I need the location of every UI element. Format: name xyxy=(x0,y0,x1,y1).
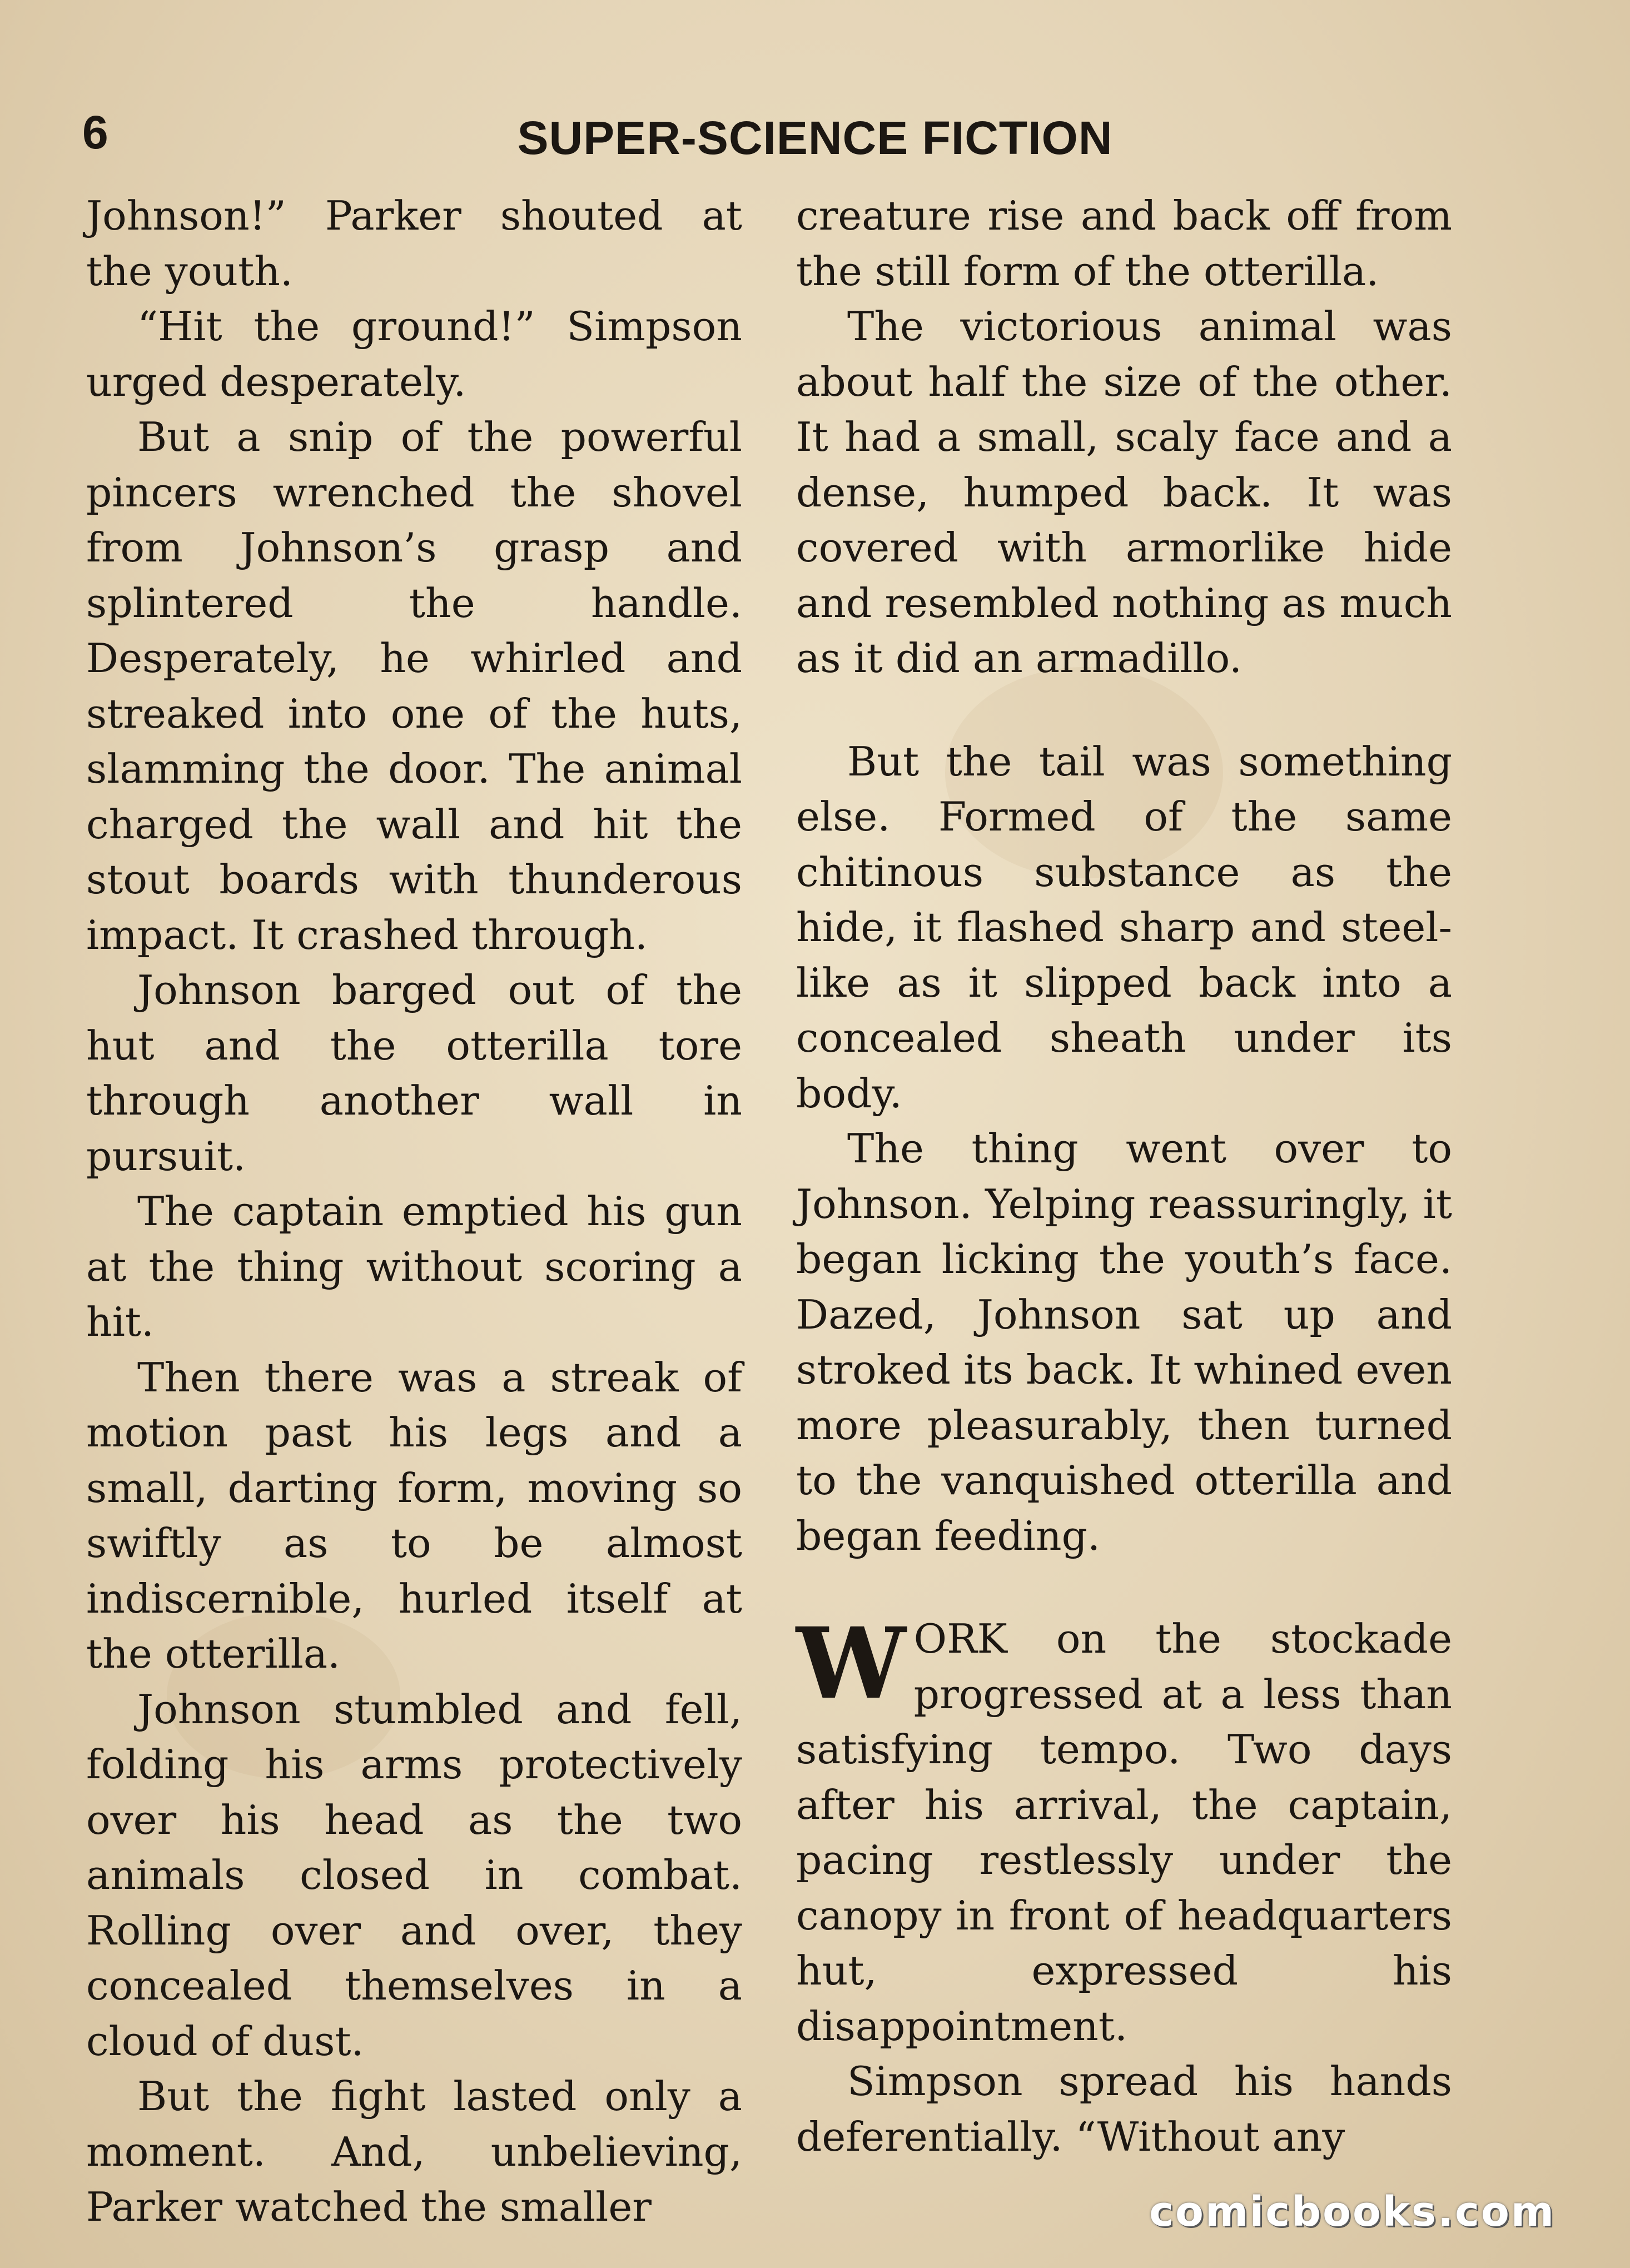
right-column xyxy=(796,189,1452,2165)
watermark: comicbooks.com xyxy=(1149,2188,1556,2236)
paragraph-gap xyxy=(796,687,1452,735)
paragraph: But the fight lasted only a moment. And, unbelieving, Parker watched the smaller xyxy=(86,2073,742,2231)
paragraph: “Hit the ground!” Simpson urged desperately. xyxy=(86,304,742,406)
section-opening-paragraph xyxy=(796,1606,1452,2055)
running-head: SUPER-SCIENCE FICTION xyxy=(517,112,1113,164)
paragraph: But the tail was something else. Formed of the same chitinous substance as the hide, it flashed sharp and steel-like as it slipped back into a concealed sheath under its body. xyxy=(796,738,1452,1117)
paragraph: Then there was a streak of motion past his legs and a small, darting form, moving so swiftly as to be almost indiscernible, hurled itself at the otterilla. xyxy=(86,1354,742,1678)
page-number: 6 xyxy=(82,106,108,158)
paragraph: The captain emptied his gun at the thing without scoring a hit. xyxy=(86,1188,742,1346)
paragraph: Johnson stumbled and fell, folding his arms protectively over his head as the two animals closed in combat. Rolling over and over, they concealed themselves in a cloud of dust. xyxy=(86,1686,742,2065)
section-break xyxy=(796,1564,1452,1612)
paragraph: The thing went over to Johnson. Yelping reassuringly, it began licking the youth’s face. Dazed, Johnson sat up and stroked its back. It whined even more pleasurably, then turned to the vanquished otterilla and began feeding. xyxy=(796,1126,1452,1560)
paragraph: Johnson barged out of the hut and the otterilla tore through another wall in pursuit. xyxy=(86,967,742,1180)
drop-cap: W xyxy=(796,1606,906,1721)
left-column xyxy=(86,189,742,2236)
paragraph: Johnson!” Parker shouted at the youth. xyxy=(86,193,742,295)
paragraph-text: ORK on the stockade progressed at a less than satisfying tempo. Two days after his arrival, the captain, pacing restlessly under the canopy in front of headquarters hut, expressed his disappointment. xyxy=(796,1616,1452,2050)
paragraph: creature rise and back off from the still form of the otterilla. xyxy=(796,193,1452,295)
paragraph: Simpson spread his hands deferentially. “Without any xyxy=(796,2058,1452,2161)
paragraph: But a snip of the powerful pincers wrenched the shovel from Johnson’s grasp and splintered the handle. Desperately, he whirled and streaked into one of the huts, slamming the door. The animal charged the wall and hit the stout boards with thunderous impact. It crashed through. xyxy=(86,414,742,959)
paragraph: The victorious animal was about half the size of the other. It had a small, scaly face and a dense, humped back. It was covered with armorlike hide and resembled nothing as much as it did an armadillo. xyxy=(796,304,1452,682)
